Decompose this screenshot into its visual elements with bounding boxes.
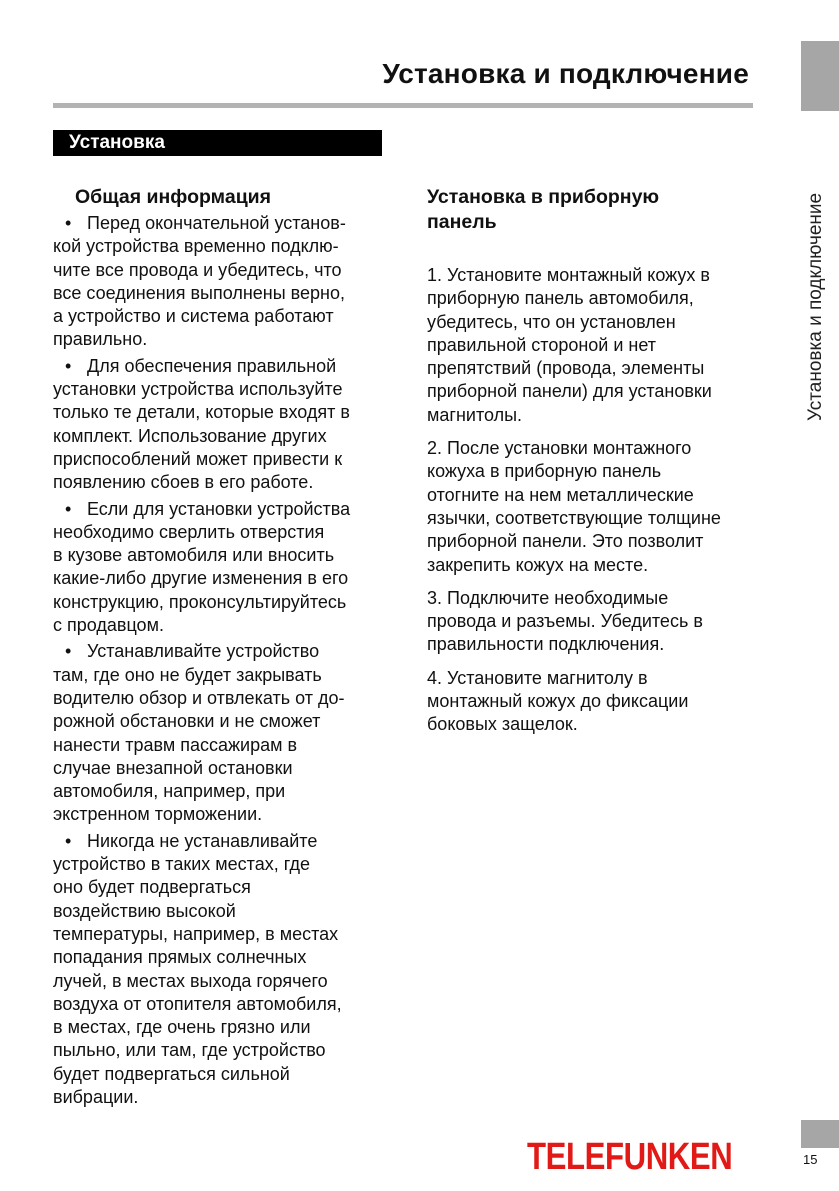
bullet-item (53, 355, 388, 495)
bullet-item (53, 498, 388, 638)
bullet-text: Для обеспечения правильной установки устройства используйте только те детали, которые входят в комплект. Использование других приспособлений может привести к появлению сбоев в его работе. (53, 355, 350, 493)
title-divider (53, 103, 753, 108)
bullet-item (53, 212, 388, 352)
bullet-icon: • (65, 213, 72, 233)
install-step: 4. Установите магнитолу в монтажный кожух до фиксации боковых защелок. (427, 667, 689, 735)
page-title: Установка и подключение (382, 58, 749, 89)
bullet-item (53, 830, 388, 1110)
bullet-icon: • (65, 498, 72, 519)
bullet-icon: • (65, 355, 72, 376)
general-info-heading: Общая информация (75, 186, 272, 208)
side-section-label: Установка и подключение (805, 192, 826, 421)
section-header-bar: Установка (53, 130, 382, 156)
install-step: 2. После установки монтажного кожуха в приборную панель отогните на нем металлические язычки, соответствующие толщине приборной панели. Это позволит закрепить кожух на месте. (427, 438, 721, 575)
bullet-text: Если для установки устройства необходимо сверлить отверстия в кузове автомобиля или вносить какие-либо другие изменения в его конструкцию, проконсультируйтесь с продавцом. (53, 498, 351, 636)
page-number-tab (801, 1120, 839, 1148)
bullet-text: Устанавливайте устройство там, где оно не будет закрывать водителю обзор и отвлекать от до- рожной обстановки и не сможет нанести травм пассажирам в случае внезапной остановки автомобиля, например, при экстренном торможении. (53, 641, 345, 825)
bullet-icon: • (65, 830, 72, 851)
bullet-item (53, 640, 388, 826)
page-number: 15 (803, 1152, 818, 1167)
left-column (53, 185, 388, 1112)
bullet-icon: • (65, 641, 72, 662)
bullet-text: Перед окончательной установ- кой устройства временно подклю- чите все провода и убедитесь, что все соединения выполнены верно, а устройство и система работают правильно. (53, 213, 346, 350)
dashboard-install-heading: Установка в приборную панель (427, 186, 660, 233)
install-step: 3. Подключите необходимые провода и разъемы. Убедитесь в правильности подключения. (427, 587, 703, 655)
install-step: 1. Установите монтажный кожух в приборную панель автомобиля, убедитесь, что он установлен правильной стороной и нет препятствий (провода, элементы приборной панели) для установки магнитолы. (427, 265, 712, 425)
telefunken-logo: TELEFUNKEN (527, 1136, 733, 1178)
bullet-text: Никогда не устанавливайте устройство в таких местах, где оно будет подвергаться воздействию высокой температуры, например, в местах попадания прямых солнечных лучей, в местах выхода горячего воздуха от отопителя автомобиля, в местах, где очень грязно или пыльно, или там, где устройство будет подвергаться сильной вибрации. (53, 830, 342, 1107)
right-column (427, 185, 762, 747)
